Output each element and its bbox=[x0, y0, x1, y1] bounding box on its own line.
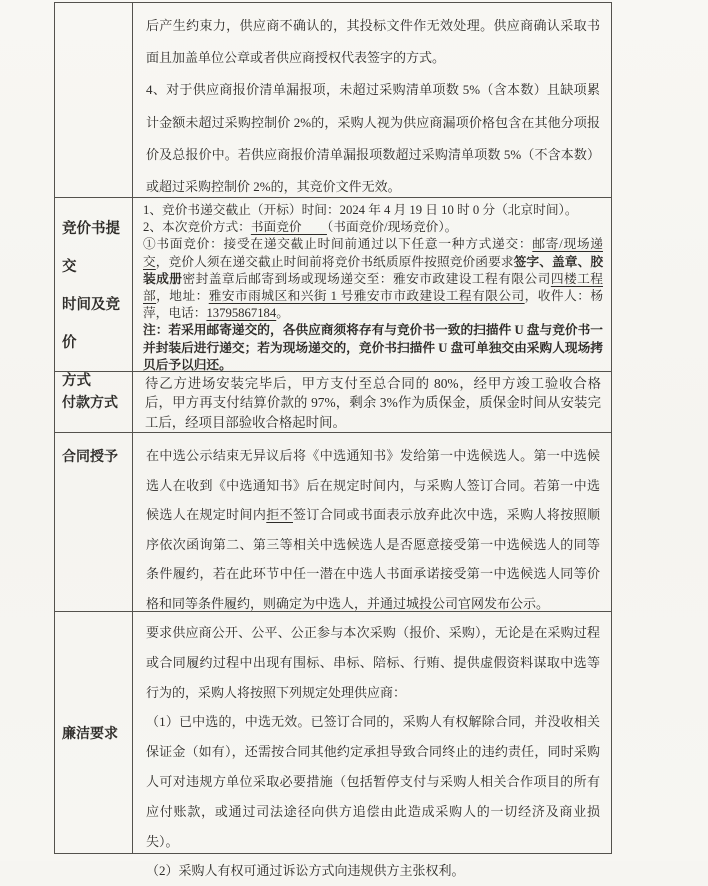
text-segment: 注：若采用邮寄递交的，各供应商须将存有与竞价书一致的扫描件 U 盘与竞价书一并封装后进行递交；若为现场递交的，竞价书扫描件 U 盘可单独交由采购人现场拷贝后予以归还。 bbox=[143, 323, 603, 372]
text-segment: （书面竞价/现场竞价）。 bbox=[326, 220, 458, 235]
text-segment: 要求供应商公开、公平、公正参与本次采购（报价、采购），无论是在采购过程或合同履约过程中出现有围标、串标、陪标、行贿、提供虚假资料谋取中选等行为的，采购人将按照下列规定处理供应商： bbox=[146, 625, 600, 700]
text-segment: 在中选公示结束无异议后将《中选通知书》发给第一中选候选人。第一中选候选人在收到《中选通知书》后在规定时间内，与采购人签订合同。若第一中选候选人在规定时间内 bbox=[146, 448, 600, 523]
text-segment: ，地址： bbox=[156, 289, 209, 304]
text-segment: 。 bbox=[276, 306, 289, 321]
row-content-cell bbox=[133, 612, 611, 879]
table-row-payment-method bbox=[55, 372, 611, 433]
text-segment: 1、竞价书递交截止（开标）时间：2024 年 4 月 19 日 10 时 0 分（北京时间）。 bbox=[143, 203, 578, 217]
paragraph bbox=[143, 236, 603, 322]
procurement-conditions-table bbox=[54, 2, 612, 879]
row-content-cell bbox=[133, 198, 611, 371]
row-label: 廉洁要求 bbox=[62, 726, 118, 742]
text-segment: 13795867184 bbox=[206, 306, 277, 321]
row-label: 付款方式 bbox=[62, 396, 118, 411]
row-label-cell bbox=[55, 433, 133, 611]
row-label-cell bbox=[55, 198, 133, 389]
text-segment: （2）采购人有权可通过诉讼方式向违规供方主张权利。 bbox=[146, 863, 465, 879]
text-segment: 2、本次竞价方式： bbox=[143, 220, 251, 235]
row-label: 合同授予 bbox=[62, 450, 118, 465]
paragraph bbox=[146, 618, 600, 707]
paragraph bbox=[146, 74, 600, 203]
row-content-cell bbox=[133, 433, 611, 611]
text-segment: 4、对于供应商报价清单漏报项，未超过采购清单项数 5%（含本数）且缺项累计金额未超过采购控制价 2%的，采购人视为供应商漏项价格包含在其他分项报价及总报价中。若供应商报价清单漏报项数超过采购清单项数 5%（不含本数）或超过采购控制价 2%的，其竞价文件无效。 bbox=[146, 82, 600, 195]
paragraph bbox=[143, 202, 603, 219]
paragraph bbox=[143, 219, 603, 236]
text-segment: （1）已中选的，中选无效。已签订合同的，采购人有权解除合同，并没收相关保证金（如有），还需按合同其他约定承担导致合同终止的违约责任，同时采购人可对违规方单位采取必要措施（包括暂停支付与采购人相关合作项目的所有应付账款，或通过司法途径向供方追偿由此造成采购人的一切经济及商业损失）。 bbox=[146, 714, 600, 849]
row-content-cell bbox=[133, 372, 611, 432]
paragraph bbox=[146, 10, 600, 74]
table-row-contract-award bbox=[55, 433, 611, 612]
paragraph bbox=[146, 441, 600, 619]
text-segment: 书面竞价 bbox=[250, 220, 327, 235]
text-segment: 待乙方进场安装完毕后，甲方支付至总合同的 80%，经甲方竣工验收合格后，甲方再支付结算价款的 97%，剩余 3%作为质保金，质保金时间从安装完工后，经项目部验收合格起时间。 bbox=[145, 376, 601, 430]
paragraph bbox=[145, 374, 601, 432]
text-segment: 签订合同或书面表示放弃此次中选，采购人将按照顺序依次函询第二、第三等相关中选候选人是否愿意接受第一中选候选人的同等条件履约，若在此环节中任一潜在中选人书面承诺接受第一中选候选人同等价格和同等条件履约，则确定为中选人，并通过城投公司官网发布公示。 bbox=[146, 507, 600, 611]
row-label-cell-empty bbox=[55, 3, 133, 197]
text-segment: ，收件人：杨萍，电话： bbox=[143, 289, 604, 321]
paragraph bbox=[146, 707, 600, 856]
row-label bbox=[55, 3, 64, 197]
paragraph bbox=[143, 322, 603, 374]
text-segment: 签字、盖章、胶装成册 bbox=[143, 254, 604, 286]
text-segment: 密封盖章后邮寄到场或现场递交至：雅安市政建设工程有限公司 bbox=[182, 271, 551, 286]
row-label-cell bbox=[55, 372, 133, 432]
paragraph bbox=[146, 856, 600, 886]
row-label-cell bbox=[55, 612, 133, 853]
row-content-cell bbox=[133, 3, 611, 197]
text-segment: 四楼工程部 bbox=[143, 271, 603, 304]
text-segment: ，竞价人须在递交截止时间前将竞价书纸质原件按照竞价函要求 bbox=[155, 254, 514, 269]
text-segment: ①书面竞价：接受在递交截止时间前通过以下任意一种方式递交： bbox=[143, 237, 533, 252]
table-row-integrity-requirements bbox=[55, 612, 611, 879]
table-row-submission-time-method bbox=[55, 198, 611, 389]
text-segment: 后产生约束力，供应商不确认的，其投标文件作无效处理。供应商确认采取书面且加盖单位公章或者供应商授权代表签字的方式。 bbox=[146, 18, 600, 66]
row-label: 竞价书提交 时间及竞价 方式 bbox=[62, 221, 120, 389]
text-segment: 拒不 bbox=[266, 507, 293, 523]
text-segment: 雅安市雨城区和兴街 1 号雅安市市政建设工程有限公司 bbox=[208, 289, 525, 304]
table-row-continuation bbox=[55, 3, 611, 198]
text-segment: 邮寄/现场递交 bbox=[143, 237, 603, 269]
